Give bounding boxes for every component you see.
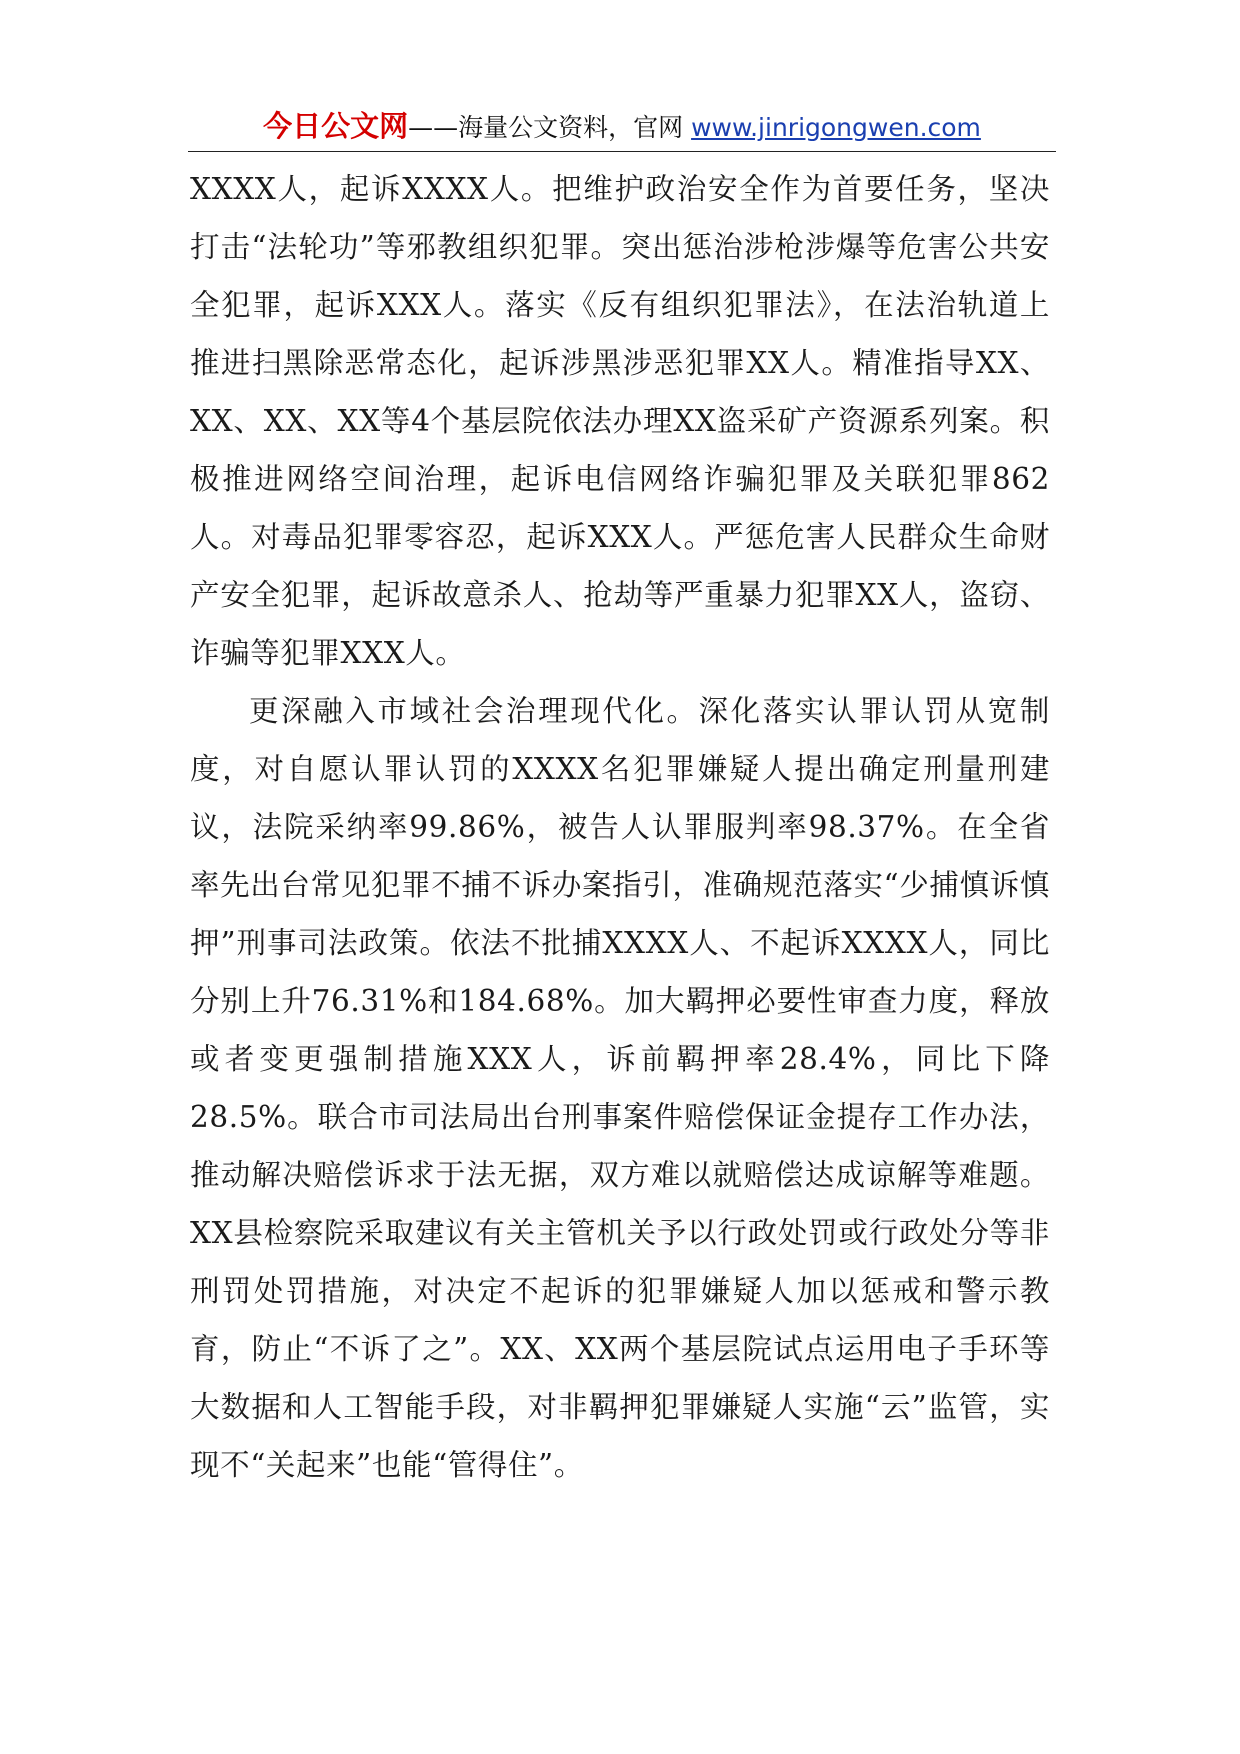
brand-name: 今日公文网 — [263, 109, 409, 143]
paragraph-municipal-governance: 更深融入市域社会治理现代化。深化落实认罪认罚从宽制度，对自愿认罪认罚的XXXX名犯罪嫌疑人提出确定刑量刑建议，法院采纳率99.86%，被告人认罪服判率98.37%。在全省率先出台常见犯罪不捕不诉办案指引，准确规范落实“少捕慎诉慎押”刑事司法政策。依法不批捕XXXX人、不起诉XXXX人，同比分别上升76.31%和184.68%。加大羁押必要性审查力度，释放或者变更强制措施XXX人，诉前羁押率28.4%，同比下降28.5%。联合市司法局出台刑事案件赔偿保证金提存工作办法，推动解决赔偿诉求于法无据，双方难以就赔偿达成谅解等难题。XX县检察院采取建议有关主管机关予以行政处罚或行政处分等非刑罚处罚措施，对决定不起诉的犯罪嫌疑人加以惩戒和警示教育，防止“不诉了之”。XX、XX两个基层院试点运用电子手环等大数据和人工智能手段，对非羁押犯罪嫌疑人实施“云”监管，实现不“关起来”也能“管得住”。 — [190, 694, 1050, 1482]
header-divider — [188, 151, 1056, 152]
paragraph-continued: XXXX人，起诉XXXX人。把维护政治安全作为首要任务，坚决打击“法轮功”等邪教组织犯罪。突出惩治涉枪涉爆等危害公共安全犯罪，起诉XXX人。落实《反有组织犯罪法》，在法治轨道上推进扫黑除恶常态化，起诉涉黑涉恶犯罪XX人。精准指导XX、XX、XX、XX等4个基层院依法办理XX盗采矿产资源系列案。积极推进网络空间治理，起诉电信网络诈骗犯罪及关联犯罪862人。对毒品犯罪零容忍，起诉XXX人。严惩危害人民群众生命财产安全犯罪，起诉故意杀人、抢劫等严重暴力犯罪XX人，盗窃、诈骗等犯罪XXX人。 — [190, 172, 1050, 670]
document-body — [190, 160, 1050, 1494]
header-tagline: ——海量公文资料，官网 — [408, 113, 692, 142]
page-header — [188, 104, 1056, 148]
website-link[interactable]: www.jinrigongwen.com — [691, 113, 981, 142]
